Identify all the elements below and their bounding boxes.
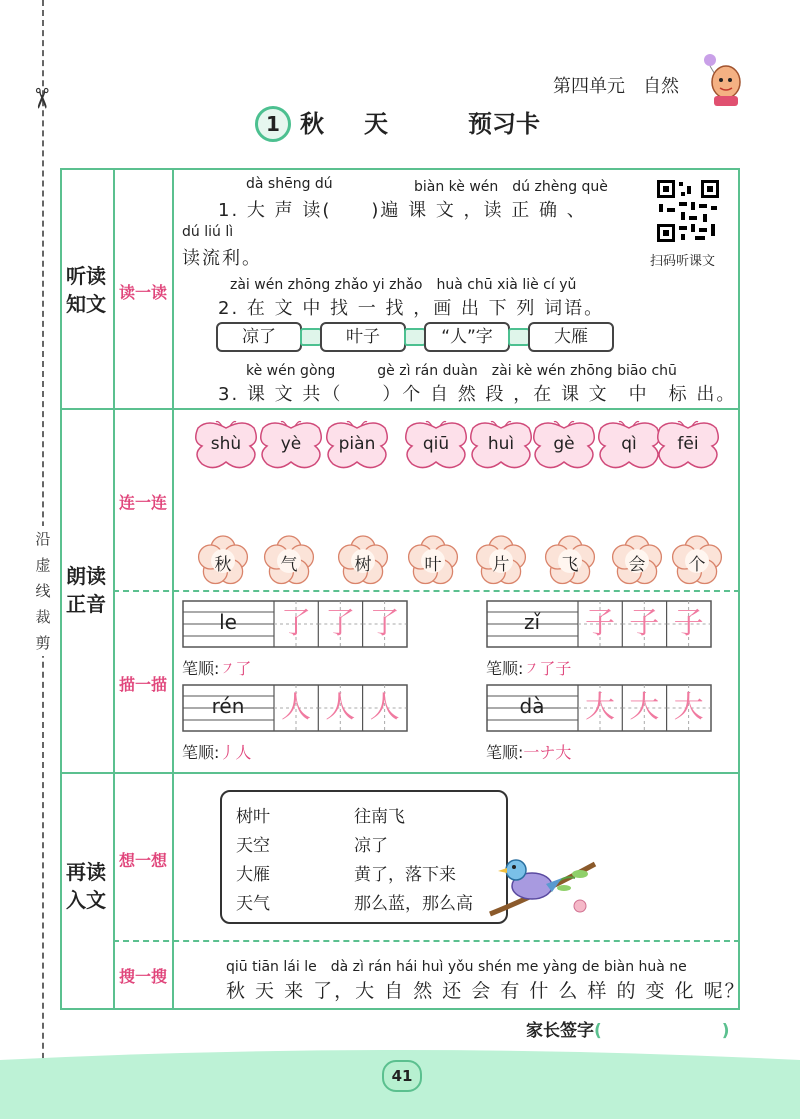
qr-code-icon bbox=[655, 178, 721, 244]
stroke-order bbox=[182, 656, 251, 679]
activity-label: 搜一搜 bbox=[118, 967, 167, 986]
trace-character[interactable]: 大 bbox=[673, 690, 704, 725]
word-box: 凉了 bbox=[216, 322, 302, 352]
stroke-order-label: 笔顺: bbox=[182, 659, 220, 678]
word-box: “人”字 bbox=[424, 322, 510, 352]
qr-label: 扫码听课文 bbox=[650, 254, 716, 269]
chain-link-icon bbox=[404, 328, 426, 346]
butterfly-pinyin: gè bbox=[553, 434, 575, 454]
trace-character[interactable]: 子 bbox=[673, 606, 704, 641]
flower-character: 秋 bbox=[214, 555, 232, 575]
stroke-order bbox=[182, 740, 251, 763]
pinyin-line: qiū tiān lái le dà zì rán hái huì yǒu shén me yàng de biàn huà ne bbox=[226, 959, 687, 975]
flower-character: 叶 bbox=[424, 555, 442, 575]
word-box: 大雁 bbox=[528, 322, 614, 352]
flower-character: 飞 bbox=[561, 555, 579, 575]
trace-character[interactable]: 了 bbox=[369, 606, 400, 641]
trace-pinyin: dà bbox=[519, 694, 545, 718]
mascot-icon bbox=[700, 52, 744, 108]
pinyin-line: zài wén zhōng zhǎo yi zhǎo huà chū xià liè cí yǔ bbox=[230, 277, 577, 293]
stroke-order bbox=[486, 656, 571, 679]
butterfly-pinyin: piàn bbox=[338, 434, 376, 454]
butterfly-pinyin: huì bbox=[487, 434, 515, 454]
page-number: 41 bbox=[382, 1060, 422, 1092]
activity-label: 想一想 bbox=[118, 851, 167, 870]
butterfly-pinyin: yè bbox=[280, 434, 302, 454]
match-right-word[interactable]: 凉了 bbox=[354, 836, 388, 856]
stroke-order-label: 笔顺: bbox=[486, 743, 524, 762]
flower-character: 个 bbox=[688, 555, 706, 575]
section-label: 再读入文 bbox=[66, 860, 106, 912]
trace-character[interactable]: 人 bbox=[281, 690, 311, 725]
trace-character[interactable]: 了 bbox=[325, 606, 356, 641]
activity-label: 读一读 bbox=[118, 283, 167, 302]
stroke-order-label: 笔顺: bbox=[182, 743, 220, 762]
pinyin-line: dú liú lì bbox=[182, 224, 234, 240]
trace-character[interactable]: 人 bbox=[369, 690, 400, 725]
question-text: 2. 在 文 中 找 一 找 ，画 出 下 列 词语。 bbox=[218, 298, 605, 319]
trace-pinyin: le bbox=[219, 610, 237, 634]
trace-character[interactable]: 子 bbox=[585, 606, 615, 641]
pinyin-line: kè wén gòng gè zì rán duàn zài kè wén zhōng biāo chū bbox=[246, 363, 677, 379]
unit-title: 第四单元 自然 bbox=[553, 76, 679, 97]
trace-character[interactable]: 子 bbox=[629, 606, 660, 641]
row-divider bbox=[60, 408, 740, 410]
flower-character: 树 bbox=[354, 555, 372, 575]
stroke-order-label: 笔顺: bbox=[486, 659, 524, 678]
match-left-word[interactable]: 天空 bbox=[236, 836, 270, 856]
row-divider bbox=[60, 772, 740, 774]
chain-link-icon bbox=[508, 328, 530, 346]
word-chain bbox=[216, 322, 614, 352]
scissors-icon: ✂ bbox=[25, 86, 59, 111]
chain-link-icon bbox=[300, 328, 322, 346]
match-left-word[interactable]: 天气 bbox=[236, 894, 270, 914]
pinyin-line: biàn kè wén dú zhèng què bbox=[414, 179, 608, 195]
stroke-order-sequence: ㇇了 bbox=[219, 659, 252, 678]
flower-character: 片 bbox=[492, 555, 510, 575]
trace-pinyin: zǐ bbox=[523, 610, 541, 634]
match-right-word[interactable]: 黄了，落下来 bbox=[354, 865, 456, 885]
row-divider-dashed bbox=[113, 590, 740, 592]
butterfly-pinyin: fēi bbox=[677, 434, 699, 454]
butterfly-pinyin: qiū bbox=[422, 434, 450, 454]
trace-character[interactable]: 大 bbox=[629, 690, 660, 725]
trace-character[interactable]: 了 bbox=[281, 606, 311, 641]
pinyin-line: dà shēng dú bbox=[246, 176, 333, 192]
butterfly-pinyin: qì bbox=[621, 434, 637, 454]
flower-character: 会 bbox=[628, 555, 646, 575]
match-left-word[interactable]: 树叶 bbox=[236, 807, 270, 827]
question-text: 秋 天 来 了，大 自 然 还 会 有 什 么 样 的 变 化 呢？ bbox=[226, 980, 746, 1002]
word-box: 叶子 bbox=[320, 322, 406, 352]
activity-label: 连一连 bbox=[118, 493, 167, 512]
stroke-order-sequence: 丿人 bbox=[219, 743, 252, 762]
match-right-word[interactable]: 那么蓝，那么高 bbox=[354, 894, 473, 914]
card-title: 预习卡 bbox=[468, 110, 540, 138]
stroke-order-sequence: ㇇了子 bbox=[523, 659, 572, 678]
lesson-title: 秋天 bbox=[300, 110, 428, 138]
section-label: 听读知文 bbox=[66, 264, 106, 316]
lesson-number: 1 bbox=[255, 106, 291, 142]
question-text: 3. 课 文 共（ ）个 自 然 段 ，在 课 文 中 标 出。 bbox=[218, 384, 737, 405]
cut-label: 沿虚线裁剪 bbox=[30, 526, 56, 656]
question-text: 1. 大 声 读( )遍 课 文 ，读 正 确 、 bbox=[218, 200, 587, 221]
flower-character: 气 bbox=[280, 555, 298, 575]
bird-on-branch-icon bbox=[480, 844, 600, 924]
match-left-word[interactable]: 大雁 bbox=[236, 865, 270, 885]
trace-character[interactable]: 人 bbox=[325, 690, 356, 725]
butterfly-pinyin: shù bbox=[210, 434, 242, 454]
signature-text: 家长签字 bbox=[526, 1021, 594, 1041]
question-text: 读流利。 bbox=[182, 248, 262, 269]
row-divider-dashed bbox=[113, 940, 740, 942]
paren-open: ( bbox=[594, 1021, 602, 1041]
activity-label: 描一描 bbox=[118, 675, 167, 694]
section-label: 朗读正音 bbox=[66, 564, 106, 616]
stroke-order-sequence: 一ナ大 bbox=[523, 743, 572, 762]
stroke-order bbox=[486, 740, 571, 763]
trace-pinyin: rén bbox=[211, 694, 245, 718]
trace-character[interactable]: 大 bbox=[585, 690, 615, 725]
parent-signature-label bbox=[526, 1016, 730, 1041]
match-right-word[interactable]: 往南飞 bbox=[354, 807, 405, 827]
paren-close: ) bbox=[721, 1021, 730, 1041]
